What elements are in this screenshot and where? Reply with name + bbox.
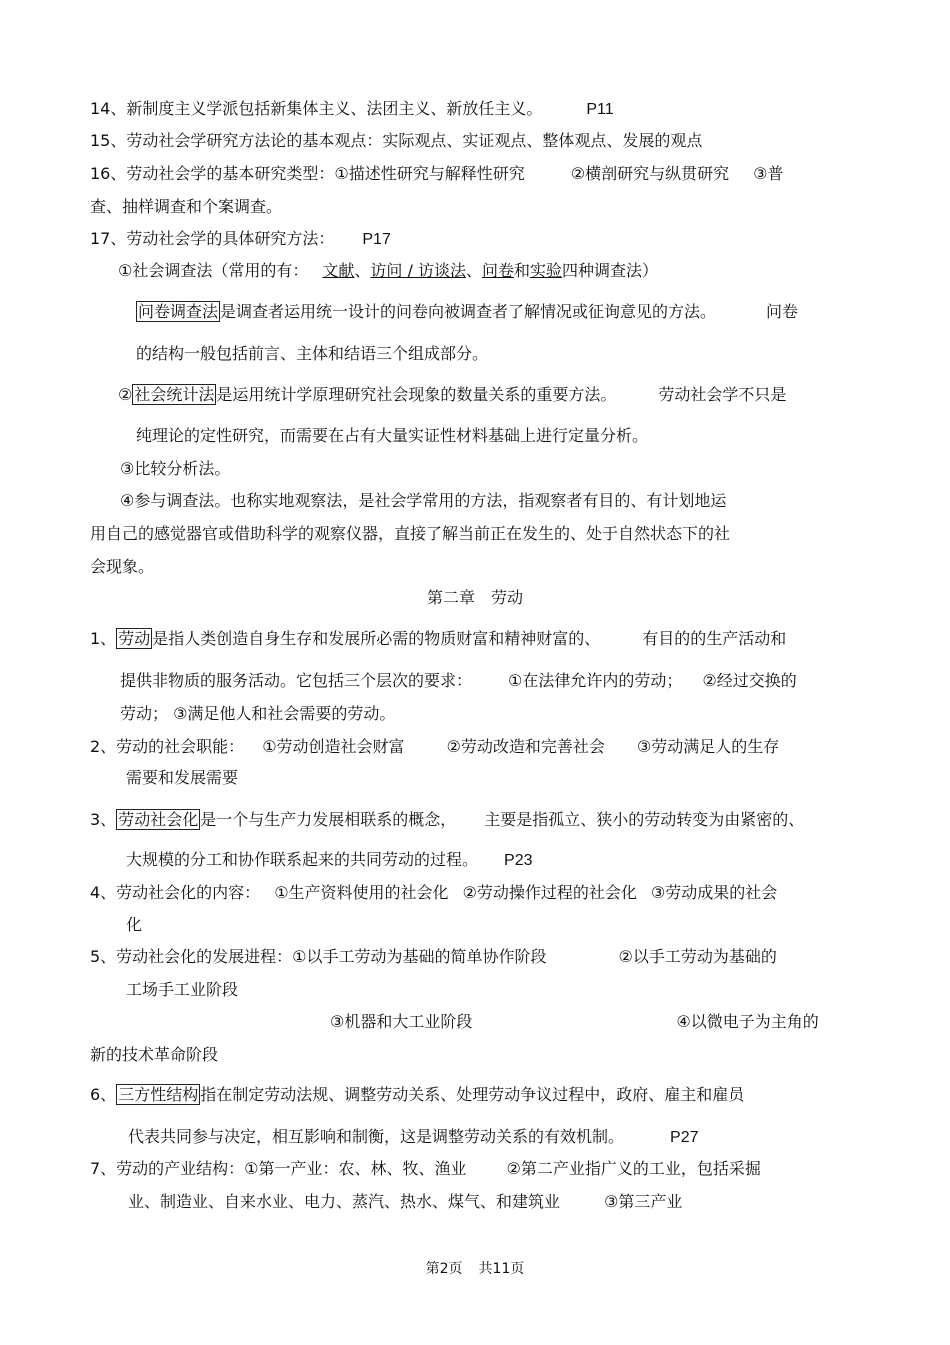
boxed-term: 社会统计法 bbox=[134, 385, 215, 404]
chapter-item-4: 4、劳动社会化的内容： ①生产资料使用的社会化 ②劳动操作过程的社会化 ③劳动成果的社会 bbox=[90, 883, 778, 902]
page-ref: P11 bbox=[586, 101, 614, 118]
item-16: 16、劳动社会学的基本研究类型：①描述性研究与解释性研究 ②横剖研究与纵贯研究 ③普 bbox=[90, 164, 784, 183]
underlined-term: 问卷 bbox=[481, 261, 514, 280]
chapter-item-2: 2、劳动的社会职能： ①劳动创造社会财富 ②劳动改造和完善社会 ③劳动满足人的生存 bbox=[90, 737, 780, 756]
chapter-item-1-cont2: 劳动； ③满足他人和社会需要的劳动。 bbox=[120, 704, 396, 723]
chapter-item-7: 7、劳动的产业结构：①第一产业：农、林、牧、渔业 ②第二产业指广义的工业，包括采掘 bbox=[90, 1159, 761, 1178]
chapter-item-3: 3、 劳动社会化 是一个与生产力发展相联系的概念， 主要是指孤立、狭小的劳动转变为由紧密的、 bbox=[90, 810, 805, 829]
chapter-item-5-cont3: 新的技术革命阶段 bbox=[90, 1045, 219, 1064]
method-4: ④参与调查法。也称实地观察法，是社会学常用的方法，指观察者有目的、有计划地运 bbox=[120, 491, 727, 510]
chapter-item-5: 5、劳动社会化的发展进程：①以手工劳动为基础的简单协作阶段 ②以手工劳动为基础的 bbox=[90, 947, 777, 966]
chapter-item-5-cont2: ③机器和大工业阶段 ④以微电子为主角的 bbox=[330, 1012, 819, 1031]
method-2: ② 社会统计法 是运用统计学原理研究社会现象的数量关系的重要方法。 劳动社会学不只是 bbox=[118, 385, 787, 404]
page-ref: P23 bbox=[504, 852, 533, 869]
boxed-term: 劳动 bbox=[118, 629, 151, 648]
method-4-cont: 用自己的感觉器官或借助科学的观察仪器，直接了解当前正在发生的、处于自然状态下的社 bbox=[90, 524, 731, 543]
chapter-item-6-cont: 代表共同参与决定，相互影响和制衡，这是调整劳动关系的有效机制。 P27 bbox=[128, 1127, 699, 1146]
underlined-term: 访问 / 访谈法 bbox=[370, 261, 466, 280]
boxed-term: 问卷调查法 bbox=[138, 302, 219, 321]
page-ref: P27 bbox=[670, 1129, 699, 1146]
chapter-item-1: 1、 劳动 是指人类创造自身生存和发展所必需的物质财富和精神财富的、 有目的的生产活动和 bbox=[90, 629, 787, 648]
chapter-item-5-cont: 工场手工业阶段 bbox=[126, 980, 239, 999]
chapter-item-4-cont: 化 bbox=[126, 915, 143, 934]
chapter-item-7-cont: 业、制造业、自来水业、电力、蒸汽、热水、煤气、和建筑业 ③第三产业 bbox=[128, 1192, 683, 1211]
chapter-item-6: 6、 三方性结构 指在制定劳动法规、调整劳动关系、处理劳动争议过程中，政府、雇主和雇员 bbox=[90, 1085, 745, 1104]
chapter-item-1-cont: 提供非物质的服务活动。它包括三个层次的要求： ①在法律允许内的劳动； ②经过交换的 bbox=[120, 671, 797, 690]
questionnaire-def: 问卷调查法 是调查者运用统一设计的问卷向被调查者了解情况或征询意见的方法。 问卷 bbox=[138, 302, 799, 321]
item-14: 14、新制度主义学派包括新集体主义、法团主义、新放任主义。 P11 bbox=[90, 99, 614, 118]
chapter-item-3-cont: 大规模的分工和协作联系起来的共同劳动的过程。 P23 bbox=[126, 850, 533, 869]
boxed-term: 劳动社会化 bbox=[118, 810, 199, 829]
page-total: 共11页 bbox=[478, 1261, 525, 1277]
item-16-cont: 查、抽样调查和个案调查。 bbox=[90, 197, 283, 216]
underlined-term: 文献 bbox=[322, 261, 355, 280]
page-footer bbox=[0, 1258, 950, 1280]
questionnaire-def-cont: 的结构一般包括前言、主体和结语三个组成部分。 bbox=[136, 344, 489, 363]
chapter-item-2-cont: 需要和发展需要 bbox=[126, 768, 239, 787]
page-ref: P17 bbox=[362, 231, 391, 248]
method-2-cont: 纯理论的定性研究，而需要在占有大量实证性材料基础上进行定量分析。 bbox=[136, 426, 649, 445]
method-4-cont2: 会现象。 bbox=[90, 557, 155, 576]
item-17: 17、劳动社会学的具体研究方法： P17 bbox=[90, 229, 391, 248]
boxed-term: 三方性结构 bbox=[118, 1085, 199, 1104]
method-1: ①社会调查法（常用的有： 文献、访问 / 访谈法、问卷和实验四种调查法） bbox=[118, 261, 659, 280]
page-number: 第2页 bbox=[425, 1261, 463, 1277]
chapter-title: 第二章 劳动 bbox=[426, 588, 523, 607]
method-3: ③比较分析法。 bbox=[120, 459, 231, 478]
underlined-term: 实验 bbox=[530, 261, 563, 280]
item-15: 15、劳动社会学研究方法论的基本观点：实际观点、实证观点、整体观点、发展的观点 bbox=[90, 131, 703, 150]
